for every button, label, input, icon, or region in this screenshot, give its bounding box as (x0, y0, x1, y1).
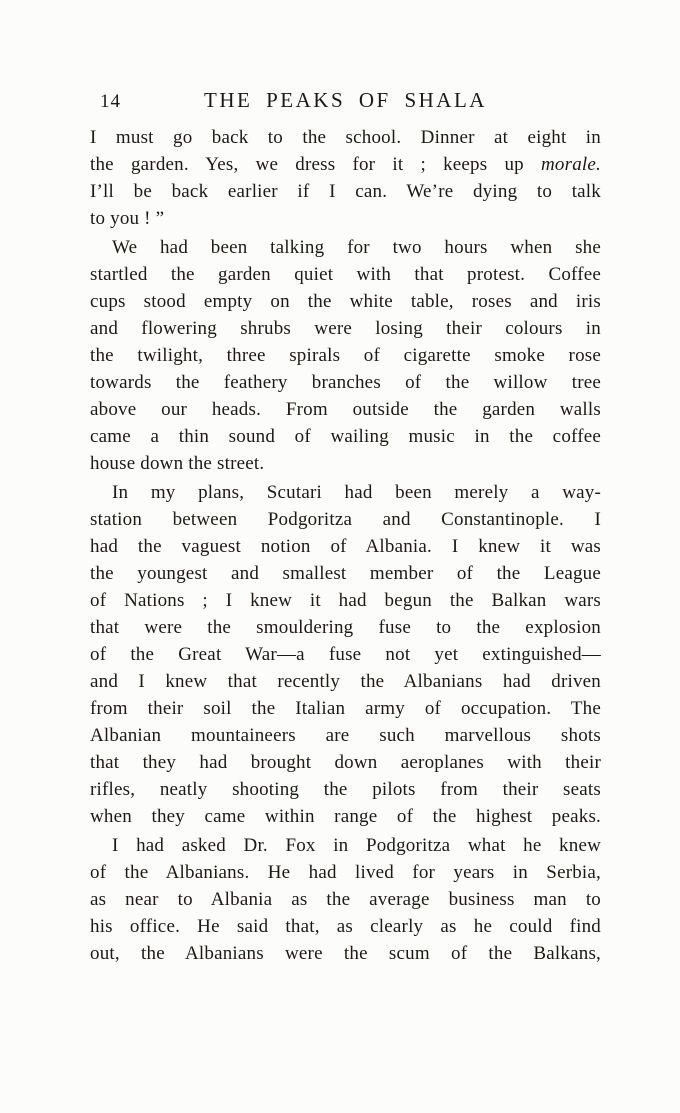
text-line (90, 641, 601, 668)
text-line (90, 913, 601, 940)
text-segment: In my plans, Scutari had been merely a way- (112, 482, 601, 503)
text-segment: out, the Albanians were the scum of the Balkans, (90, 943, 601, 964)
text-line (90, 151, 601, 178)
text-line (90, 342, 601, 369)
text-line (90, 940, 601, 967)
text-line (90, 178, 601, 205)
text-segment: came a thin sound of wailing music in the coffee (90, 426, 601, 447)
text-segment: I had asked Dr. Fox in Podgoritza what he knew (112, 835, 601, 856)
text-line (90, 124, 601, 151)
text-line (90, 560, 601, 587)
text-line (90, 479, 601, 506)
text-line (90, 450, 601, 477)
text-line (90, 587, 601, 614)
text-line (90, 506, 601, 533)
text-segment: of the Albanians. He had lived for years in Serbia, (90, 862, 601, 883)
text-line (90, 859, 601, 886)
text-segment: Albanian mountaineers are such marvellous shots (90, 725, 601, 746)
text-line (90, 205, 601, 232)
text-segment: startled the garden quiet with that protest. Coffee (90, 264, 601, 285)
text-segment: that were the smouldering fuse to the explosion (90, 617, 601, 638)
text-segment: towards the feathery branches of the willow tree (90, 372, 601, 393)
text-line (90, 369, 601, 396)
text-segment: to you ! ” (90, 208, 165, 229)
paragraph (90, 479, 601, 830)
text-segment: the twilight, three spirals of cigarette smoke rose (90, 345, 601, 366)
text-segment: his office. He said that, as clearly as he could find (90, 916, 601, 937)
text-line (90, 668, 601, 695)
text-segment: that they had brought down aeroplanes with their (90, 752, 601, 773)
text-segment: from their soil the Italian army of occupation. The (90, 698, 601, 719)
text-segment: of Nations ; I knew it had begun the Balkan wars (90, 590, 601, 611)
text-line (90, 288, 601, 315)
text-segment: the youngest and smallest member of the League (90, 563, 601, 584)
text-segment: when they came within range of the highest peaks. (90, 806, 601, 827)
running-title: THE PEAKS OF SHALA (204, 88, 487, 112)
text-line (90, 234, 601, 261)
text-line (90, 533, 601, 560)
text-segment: and flowering shrubs were losing their colours in (90, 318, 601, 339)
text-line (90, 722, 601, 749)
text-line (90, 749, 601, 776)
text-segment: station between Podgoritza and Constantinople. I (90, 509, 601, 530)
text-line (90, 832, 601, 859)
paragraph (90, 832, 601, 967)
text-line (90, 423, 601, 450)
italic-text: morale. (541, 154, 601, 175)
text-line (90, 886, 601, 913)
text-segment: We had been talking for two hours when she (112, 237, 601, 258)
text-line (90, 695, 601, 722)
paragraph (90, 124, 601, 232)
text-segment: had the vaguest notion of Albania. I knew it was (90, 536, 601, 557)
paragraph (90, 234, 601, 477)
text-segment: I’ll be back earlier if I can. We’re dying to talk (90, 181, 601, 202)
text-segment: of the Great War—a fuse not yet extinguished— (90, 644, 601, 665)
text-line (90, 776, 601, 803)
text-segment: cups stood empty on the white table, roses and iris (90, 291, 601, 312)
page-number: 14 (100, 91, 121, 112)
text-line (90, 315, 601, 342)
text-segment: the garden. Yes, we dress for it ; keeps up (90, 154, 542, 175)
text-line (90, 614, 601, 641)
text-line (90, 803, 601, 830)
text-segment: above our heads. From outside the garden walls (90, 399, 601, 420)
text-segment: house down the street. (90, 453, 265, 474)
text-line (90, 261, 601, 288)
text-segment: and I knew that recently the Albanians had driven (90, 671, 601, 692)
text-segment: I must go back to the school. Dinner at eight in (90, 127, 601, 148)
text-block (90, 124, 601, 967)
text-line (90, 396, 601, 423)
text-segment: rifles, neatly shooting the pilots from their seats (90, 779, 601, 800)
text-segment: as near to Albania as the average business man to (90, 889, 601, 910)
